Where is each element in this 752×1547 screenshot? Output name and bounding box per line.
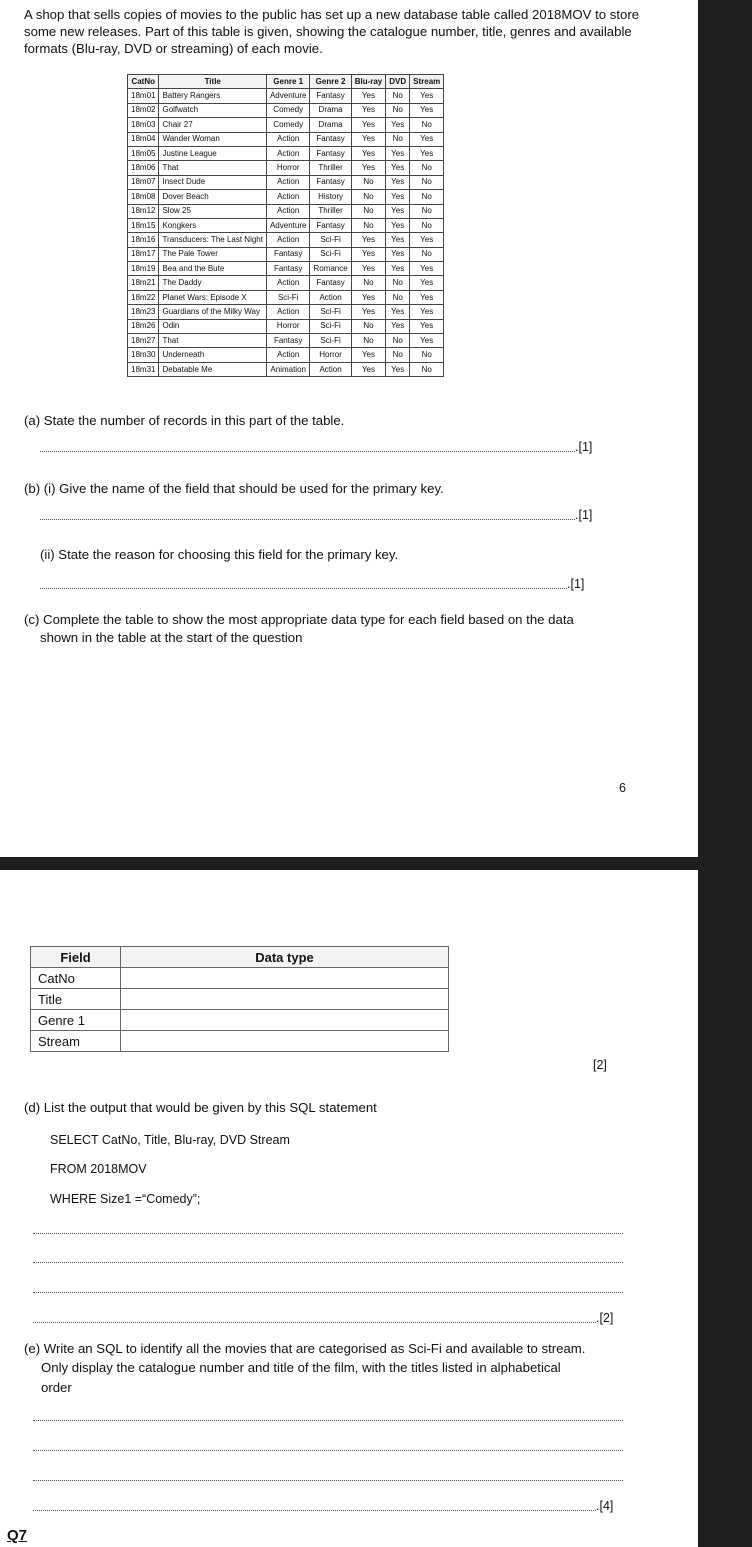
movie-cell: Fantasy — [310, 146, 351, 160]
movie-cell: Action — [266, 175, 309, 189]
answer-line-d3[interactable] — [33, 1292, 623, 1293]
answer-line-e2[interactable] — [33, 1450, 623, 1451]
movie-row — [128, 305, 444, 319]
movie-cell: No — [410, 161, 444, 175]
movie-cell: The Pale Tower — [159, 247, 267, 261]
movie-row — [128, 204, 444, 218]
movie-cell: 18m23 — [128, 305, 159, 319]
movie-row — [128, 334, 444, 348]
movie-cell: Yes — [351, 290, 386, 304]
movie-cell: Yes — [386, 319, 410, 333]
movie-cell: 18m06 — [128, 161, 159, 175]
movie-row — [128, 118, 444, 132]
movie-cell: Golfwatch — [159, 103, 267, 117]
movies-header-cell: Genre 1 — [266, 75, 309, 89]
movies-table-header — [128, 75, 444, 89]
movie-cell: Yes — [386, 262, 410, 276]
movie-cell: That — [159, 161, 267, 175]
movie-cell: History — [310, 190, 351, 204]
movie-row — [128, 362, 444, 376]
question-d: (d) List the output that would be given by this SQL statement — [24, 1100, 377, 1115]
movies-table — [127, 74, 444, 377]
movie-cell: Animation — [266, 362, 309, 376]
movie-cell: Yes — [410, 305, 444, 319]
movie-cell: Yes — [351, 362, 386, 376]
movie-cell: 18m30 — [128, 348, 159, 362]
movie-cell: No — [386, 290, 410, 304]
movie-cell: Yes — [410, 146, 444, 160]
movie-cell: Yes — [386, 247, 410, 261]
movie-cell: No — [386, 89, 410, 103]
movie-cell: Yes — [351, 247, 386, 261]
movie-cell: Yes — [386, 218, 410, 232]
movie-cell: Yes — [351, 146, 386, 160]
movie-cell: Yes — [386, 161, 410, 175]
movie-row — [128, 175, 444, 189]
movie-cell: No — [351, 319, 386, 333]
datatype-answer-cell[interactable] — [121, 968, 449, 989]
mark-c: [2] — [593, 1058, 607, 1072]
movie-cell: Sci-Fi — [310, 334, 351, 348]
movie-cell: 18m16 — [128, 233, 159, 247]
movie-row — [128, 233, 444, 247]
movie-cell: Yes — [410, 233, 444, 247]
movie-cell: Guardians of the Milky Way — [159, 305, 267, 319]
movie-row — [128, 276, 444, 290]
sql-select-line: SELECT CatNo, Title, Blu-ray, DVD Stream — [50, 1133, 290, 1147]
answer-line-b-i[interactable] — [40, 519, 575, 520]
movie-cell: Action — [266, 348, 309, 362]
movie-cell: 18m19 — [128, 262, 159, 276]
movie-cell: Action — [266, 204, 309, 218]
movie-row — [128, 161, 444, 175]
movie-cell: Fantasy — [266, 334, 309, 348]
answer-line-e1[interactable] — [33, 1420, 623, 1421]
movie-cell: 18m26 — [128, 319, 159, 333]
movie-cell: Yes — [410, 319, 444, 333]
movie-row — [128, 218, 444, 232]
movie-cell: Yes — [386, 118, 410, 132]
movie-cell: No — [410, 175, 444, 189]
movie-cell: Yes — [410, 89, 444, 103]
movie-cell: 18m12 — [128, 204, 159, 218]
movie-cell: No — [351, 175, 386, 189]
datatype-table — [30, 946, 449, 1052]
sql-from-line: FROM 2018MOV — [50, 1162, 147, 1176]
datatype-field-name: Genre 1 — [31, 1010, 121, 1031]
movie-row — [128, 132, 444, 146]
movie-cell: Fantasy — [310, 89, 351, 103]
movie-cell: Wander Woman — [159, 132, 267, 146]
movie-cell: Yes — [410, 262, 444, 276]
movie-cell: 18m21 — [128, 276, 159, 290]
movie-cell: Slow 25 — [159, 204, 267, 218]
movie-cell: Dover Beach — [159, 190, 267, 204]
movie-cell: Yes — [351, 233, 386, 247]
movie-cell: Yes — [351, 161, 386, 175]
movie-cell: Yes — [386, 190, 410, 204]
datatype-field-name: CatNo — [31, 968, 121, 989]
movie-cell: Insect Dude — [159, 175, 267, 189]
movie-cell: Yes — [351, 348, 386, 362]
movie-cell: Yes — [410, 334, 444, 348]
movie-cell: The Daddy — [159, 276, 267, 290]
movie-cell: 18m07 — [128, 175, 159, 189]
mark-b-ii: .[1] — [567, 577, 585, 591]
datatype-answer-cell[interactable] — [121, 1031, 449, 1052]
movie-row — [128, 319, 444, 333]
movie-cell: Sci-Fi — [310, 247, 351, 261]
mark-a: .[1] — [575, 440, 593, 454]
movie-cell: Bea and the Bute — [159, 262, 267, 276]
movie-cell: Yes — [386, 146, 410, 160]
movie-cell: Fantasy — [310, 175, 351, 189]
datatype-row — [31, 968, 449, 989]
question-a: (a) State the number of records in this part of the table. — [24, 413, 345, 428]
movie-cell: Yes — [351, 103, 386, 117]
movie-row — [128, 247, 444, 261]
movie-cell: 18m31 — [128, 362, 159, 376]
movie-cell: Horror — [266, 319, 309, 333]
movie-cell: Yes — [351, 89, 386, 103]
movie-cell: Sci-Fi — [310, 319, 351, 333]
answer-line-d4[interactable] — [33, 1322, 596, 1323]
movie-cell: 18m15 — [128, 218, 159, 232]
movie-cell: Yes — [351, 118, 386, 132]
datatype-header-type: Data type — [121, 947, 449, 968]
datatype-field-name: Stream — [31, 1031, 121, 1052]
movie-cell: Battery Rangers — [159, 89, 267, 103]
movie-cell: Adventure — [266, 89, 309, 103]
movie-cell: Comedy — [266, 103, 309, 117]
movie-cell: Fantasy — [310, 132, 351, 146]
movies-header-cell: Title — [159, 75, 267, 89]
question-e-line3: order — [41, 1380, 72, 1395]
movie-cell: Yes — [351, 305, 386, 319]
movie-cell: No — [386, 276, 410, 290]
movie-cell: No — [410, 118, 444, 132]
movie-cell: No — [351, 218, 386, 232]
movie-cell: Yes — [386, 233, 410, 247]
movie-cell: Action — [266, 305, 309, 319]
movie-row — [128, 262, 444, 276]
movie-cell: Kongkers — [159, 218, 267, 232]
movie-cell: 18m02 — [128, 103, 159, 117]
movie-cell: 18m04 — [128, 132, 159, 146]
movie-cell: Yes — [410, 290, 444, 304]
question-c-line1: (c) Complete the table to show the most appropriate data type for each field based on the data — [24, 612, 574, 627]
movie-cell: Drama — [310, 103, 351, 117]
movie-cell: Yes — [351, 262, 386, 276]
movies-header-cell: Stream — [410, 75, 444, 89]
movie-cell: No — [386, 348, 410, 362]
movie-cell: Romance — [310, 262, 351, 276]
movie-row — [128, 348, 444, 362]
movie-cell: No — [351, 334, 386, 348]
movie-cell: Chair 27 — [159, 118, 267, 132]
movie-cell: Thriller — [310, 161, 351, 175]
movie-cell: No — [410, 190, 444, 204]
datatype-answer-cell[interactable] — [121, 1010, 449, 1031]
sql-where-line: WHERE Size1 =“Comedy”; — [50, 1192, 201, 1206]
datatype-header-field: Field — [31, 947, 121, 968]
datatype-row — [31, 1031, 449, 1052]
movie-row — [128, 290, 444, 304]
movie-cell: Sci-Fi — [310, 305, 351, 319]
answer-line-b-ii[interactable] — [40, 588, 567, 589]
movies-header-cell: Genre 2 — [310, 75, 351, 89]
movie-cell: Yes — [386, 362, 410, 376]
movie-cell: Action — [266, 132, 309, 146]
movie-cell: Fantasy — [266, 247, 309, 261]
movie-cell: Yes — [386, 305, 410, 319]
movies-header-cell: CatNo — [128, 75, 159, 89]
movies-header-cell: DVD — [386, 75, 410, 89]
movie-cell: Transducers: The Last Night — [159, 233, 267, 247]
answer-line-a[interactable] — [40, 451, 575, 452]
answer-line-d1[interactable] — [33, 1233, 623, 1234]
movie-cell: 18m03 — [128, 118, 159, 132]
question-b-ii: (ii) State the reason for choosing this field for the primary key. — [40, 547, 399, 562]
answer-line-e4[interactable] — [33, 1510, 596, 1511]
movie-cell: 18m01 — [128, 89, 159, 103]
mark-b-i: .[1] — [575, 508, 593, 522]
question-b-i: (b) (i) Give the name of the field that should be used for the primary key. — [24, 481, 444, 496]
movie-cell: Adventure — [266, 218, 309, 232]
movie-cell: Action — [310, 290, 351, 304]
question-e-line2: Only display the catalogue number and title of the film, with the titles listed in alphabetical — [41, 1360, 561, 1375]
movie-cell: Yes — [386, 204, 410, 218]
movie-cell: No — [386, 132, 410, 146]
datatype-row — [31, 989, 449, 1010]
movie-cell: Action — [310, 362, 351, 376]
movie-cell: Planet Wars: Episode X — [159, 290, 267, 304]
movie-cell: Drama — [310, 118, 351, 132]
movie-cell: Horror — [310, 348, 351, 362]
movie-row — [128, 89, 444, 103]
question-intro: A shop that sells copies of movies to the public has set up a new database table called 2018MOV to store some new releases. Part of this table is given, showing the catalogue number, title, genres and available formats (Blu-ray, DVD or streaming) of each movie. — [24, 7, 640, 56]
movie-cell: No — [410, 362, 444, 376]
movie-cell: Action — [266, 146, 309, 160]
movie-cell: Fantasy — [310, 218, 351, 232]
movie-cell: 18m27 — [128, 334, 159, 348]
movie-cell: Debatable Me — [159, 362, 267, 376]
movie-cell: No — [351, 204, 386, 218]
movie-cell: No — [351, 190, 386, 204]
mark-e: .[4] — [596, 1499, 614, 1513]
movie-cell: Action — [266, 190, 309, 204]
movie-cell: 18m05 — [128, 146, 159, 160]
movie-cell: Yes — [351, 132, 386, 146]
movie-cell: 18m22 — [128, 290, 159, 304]
right-border-bar — [698, 0, 752, 1547]
page-number: 6 — [619, 781, 626, 795]
movie-cell: That — [159, 334, 267, 348]
movie-cell: No — [410, 218, 444, 232]
movie-cell: Action — [266, 276, 309, 290]
movie-cell: No — [410, 204, 444, 218]
datatype-answer-cell[interactable] — [121, 989, 449, 1010]
movie-cell: Odin — [159, 319, 267, 333]
answer-line-e3[interactable] — [33, 1480, 623, 1481]
movie-cell: Sci-Fi — [266, 290, 309, 304]
movie-cell: Sci-Fi — [310, 233, 351, 247]
page-separator — [0, 857, 698, 870]
movie-cell: Horror — [266, 161, 309, 175]
movie-cell: Yes — [410, 103, 444, 117]
movie-row — [128, 146, 444, 160]
movie-cell: Thriller — [310, 204, 351, 218]
question-e-line1: (e) Write an SQL to identify all the movies that are categorised as Sci-Fi and available to stream. — [24, 1341, 586, 1356]
movie-cell: Yes — [386, 175, 410, 189]
mark-d: .[2] — [596, 1311, 614, 1325]
movie-cell: Underneath — [159, 348, 267, 362]
movie-cell: No — [386, 334, 410, 348]
movie-cell: Action — [266, 233, 309, 247]
datatype-row — [31, 1010, 449, 1031]
movie-row — [128, 103, 444, 117]
movie-cell: Fantasy — [310, 276, 351, 290]
movie-cell: No — [386, 103, 410, 117]
movie-cell: No — [410, 348, 444, 362]
movie-cell: 18m17 — [128, 247, 159, 261]
datatype-field-name: Title — [31, 989, 121, 1010]
movie-cell: Yes — [410, 132, 444, 146]
next-question-label: Q7 — [7, 1527, 28, 1544]
answer-line-d2[interactable] — [33, 1262, 623, 1263]
movie-row — [128, 190, 444, 204]
movie-cell: Comedy — [266, 118, 309, 132]
movie-cell: No — [410, 247, 444, 261]
question-c-line2: shown in the table at the start of the question — [40, 630, 303, 645]
movie-cell: Yes — [410, 276, 444, 290]
movies-header-cell: Blu-ray — [351, 75, 386, 89]
movie-cell: No — [351, 276, 386, 290]
movie-cell: 18m08 — [128, 190, 159, 204]
movie-cell: Fantasy — [266, 262, 309, 276]
movie-cell: Justine League — [159, 146, 267, 160]
